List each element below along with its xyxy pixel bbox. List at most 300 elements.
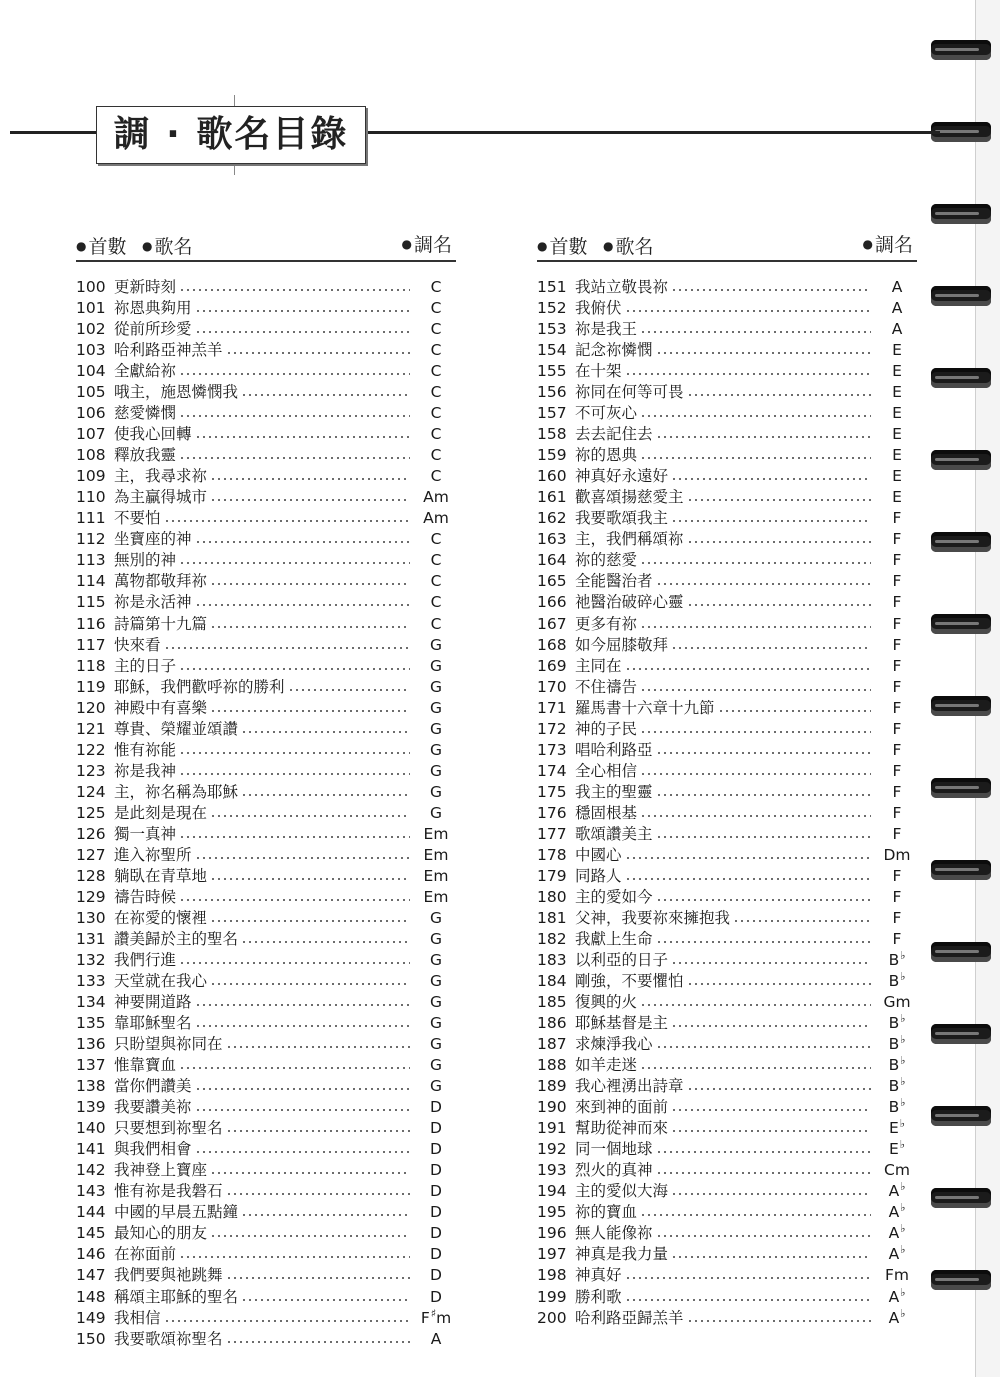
key-letter: A <box>888 1308 900 1327</box>
dot-leader <box>656 940 871 944</box>
song-number: 166 <box>537 593 567 612</box>
flat-icon: ♭ <box>899 1117 905 1131</box>
song-key: G <box>429 761 442 780</box>
binding-ring <box>931 1106 991 1126</box>
song-title: 哈利路亞神羔羊 <box>114 341 223 360</box>
song-title: 釋放我靈 <box>114 446 177 465</box>
dot-leader <box>671 1129 871 1133</box>
song-row <box>537 1158 917 1179</box>
song-row <box>537 380 917 401</box>
dot-leader <box>210 1234 410 1238</box>
song-number: 183 <box>537 951 567 969</box>
key-letter: A <box>888 1182 900 1201</box>
song-number: 198 <box>537 1266 567 1285</box>
song-key: D <box>430 1224 442 1243</box>
song-row <box>76 527 456 548</box>
dot-leader <box>733 919 871 923</box>
dot-leader <box>640 625 871 629</box>
song-title: 唱哈利路亞 <box>575 740 653 759</box>
song-title: 快來看 <box>114 635 161 654</box>
song-key: E <box>892 404 902 423</box>
song-key: F <box>892 803 902 822</box>
song-row <box>76 843 456 864</box>
header-name-label: 歌名 <box>615 236 654 258</box>
key-letter: A <box>888 1203 900 1222</box>
song-key: Em <box>423 887 449 906</box>
song-number: 115 <box>76 593 106 612</box>
song-number: 135 <box>76 1014 106 1033</box>
song-row <box>537 843 917 864</box>
sharp-icon: ♯ <box>430 1306 437 1320</box>
song-key: A <box>891 320 903 339</box>
dot-leader <box>671 477 871 481</box>
key-letter: A <box>888 1224 900 1243</box>
song-title: 祢是永活神 <box>114 593 192 612</box>
song-row <box>537 590 917 611</box>
song-key: F <box>892 593 902 612</box>
song-row <box>537 927 917 948</box>
song-key: C <box>430 614 442 633</box>
song-number: 130 <box>76 908 106 927</box>
dot-leader <box>179 751 410 755</box>
dot-leader <box>195 603 410 607</box>
song-row <box>76 675 456 696</box>
song-key: D <box>430 1245 442 1264</box>
song-row <box>537 654 917 675</box>
song-number: 104 <box>76 362 106 381</box>
song-title: 父神，我要祢來擁抱我 <box>575 908 731 927</box>
dot-leader <box>640 772 871 776</box>
song-title: 為主贏得城市 <box>114 488 208 507</box>
song-key <box>877 1054 917 1074</box>
song-title: 全獻給祢 <box>114 362 177 381</box>
song-key: F <box>892 614 902 633</box>
song-row <box>76 1327 456 1348</box>
song-number: 142 <box>76 1161 106 1180</box>
song-row <box>537 675 917 696</box>
dot-leader <box>671 1024 871 1028</box>
song-title: 惟有祢是我磐石 <box>114 1182 223 1201</box>
song-row <box>76 948 456 969</box>
song-key: Dm <box>883 845 911 864</box>
dot-leader <box>164 1319 410 1323</box>
flat-icon: ♭ <box>900 1054 906 1068</box>
dot-leader <box>195 1087 410 1091</box>
song-title: 讚美歸於主的聖名 <box>114 929 239 948</box>
dot-leader <box>195 540 410 544</box>
song-key <box>877 1033 917 1053</box>
song-title: 無別的神 <box>114 551 177 570</box>
song-number: 173 <box>537 740 567 759</box>
song-title: 靠耶穌聖名 <box>114 1014 192 1033</box>
song-key: F <box>892 908 902 927</box>
song-key: F <box>892 656 902 675</box>
song-title: 當你們讚美 <box>114 1077 192 1096</box>
song-row <box>76 1074 456 1095</box>
dot-leader <box>195 435 410 439</box>
dot-leader <box>288 688 410 692</box>
song-title: 神真是我力量 <box>575 1245 669 1264</box>
song-key: C <box>430 530 442 549</box>
dot-leader <box>179 835 410 839</box>
song-key: C <box>430 383 442 402</box>
song-title: 萬物都敬拜祢 <box>114 572 208 591</box>
song-row <box>537 1306 917 1327</box>
song-row <box>537 1074 917 1095</box>
title-box <box>96 106 366 164</box>
song-number: 193 <box>537 1161 567 1180</box>
song-number: 170 <box>537 677 567 696</box>
song-title: 主同在 <box>575 656 622 675</box>
song-number: 101 <box>76 299 106 318</box>
song-title: 使我心回轉 <box>114 425 192 444</box>
song-title: 祢的慈愛 <box>575 551 638 570</box>
song-key: F <box>892 572 902 591</box>
song-row <box>537 864 917 885</box>
key-letter: B <box>888 1056 900 1075</box>
dot-leader <box>640 1003 871 1007</box>
song-title: 主的日子 <box>114 656 177 675</box>
song-title: 主，我尋求祢 <box>114 467 208 486</box>
song-row <box>76 1158 456 1179</box>
song-key: A <box>891 299 903 318</box>
song-key: C <box>430 446 442 465</box>
dot-leader <box>241 1298 410 1302</box>
song-title: 我們行進 <box>114 951 177 969</box>
binding-ring <box>931 1270 991 1290</box>
song-key: G <box>429 656 442 675</box>
song-key: C <box>430 572 442 591</box>
dot-leader <box>640 561 871 565</box>
song-key: D <box>430 1161 442 1180</box>
song-number: 197 <box>537 1245 567 1264</box>
song-number: 100 <box>76 278 106 296</box>
song-key: E <box>892 425 902 444</box>
song-key <box>877 1075 917 1095</box>
song-number: 132 <box>76 951 106 969</box>
flat-icon: ♭ <box>900 1033 906 1047</box>
song-key: C <box>430 467 442 486</box>
song-number: 114 <box>76 572 106 591</box>
dot-leader <box>625 877 871 881</box>
dot-leader <box>656 1150 871 1154</box>
song-title: 我相信 <box>114 1308 161 1327</box>
song-number: 184 <box>537 972 567 991</box>
dot-leader <box>164 646 410 650</box>
dot-leader <box>687 1087 871 1091</box>
song-title: 同一個地球 <box>575 1140 653 1159</box>
dot-leader <box>640 1066 871 1070</box>
song-title: 神殿中有喜樂 <box>114 698 208 717</box>
song-title: 穩固根基 <box>575 803 638 822</box>
dot-leader <box>210 814 410 818</box>
song-key <box>877 1117 917 1137</box>
header-number-label: 首數 <box>88 236 127 258</box>
song-row <box>76 801 456 822</box>
song-title: 不要怕 <box>114 509 161 528</box>
song-title: 哈利路亞歸羔羊 <box>575 1308 684 1327</box>
song-number: 133 <box>76 972 106 991</box>
song-title: 如羊走迷 <box>575 1056 638 1075</box>
dot-leader <box>195 1150 410 1154</box>
song-key: Em <box>423 866 449 885</box>
song-row <box>537 801 917 822</box>
dot-leader <box>656 793 871 797</box>
dot-leader <box>210 498 410 502</box>
song-key: E <box>892 341 902 360</box>
header-key-label: 調名 <box>874 234 913 256</box>
flat-icon: ♭ <box>900 1012 906 1026</box>
song-number: 120 <box>76 698 106 717</box>
song-key <box>877 970 917 990</box>
song-key: C <box>430 404 442 423</box>
song-number: 119 <box>76 677 106 696</box>
song-row <box>76 906 456 927</box>
dot-leader <box>210 919 410 923</box>
song-number: 121 <box>76 719 106 738</box>
dot-leader <box>179 961 410 965</box>
dot-leader <box>210 982 410 986</box>
song-row <box>537 990 917 1011</box>
column-header <box>76 232 456 262</box>
header-name-label: 歌名 <box>154 236 193 258</box>
song-key <box>877 1222 917 1242</box>
dot-leader <box>195 856 410 860</box>
flat-icon: ♭ <box>900 1180 906 1194</box>
song-row <box>537 338 917 359</box>
dot-leader <box>179 1255 410 1259</box>
song-key: D <box>430 1182 442 1201</box>
song-number: 165 <box>537 572 567 591</box>
song-row <box>537 296 917 317</box>
song-title: 只盼望與祢同在 <box>114 1035 223 1054</box>
dot-leader <box>210 709 410 713</box>
dot-leader <box>241 393 410 397</box>
dot-leader <box>179 667 410 671</box>
flat-icon: ♭ <box>900 1243 906 1257</box>
song-title: 祢是我王 <box>575 320 638 339</box>
song-row <box>537 885 917 906</box>
song-number: 162 <box>537 509 567 528</box>
song-key: D <box>430 1140 442 1159</box>
dot-leader <box>687 982 871 986</box>
song-number: 180 <box>537 887 567 906</box>
dot-leader <box>656 1234 871 1238</box>
song-row <box>537 717 917 738</box>
song-key: Am <box>423 509 449 528</box>
song-number: 145 <box>76 1224 106 1243</box>
song-number: 152 <box>537 299 567 318</box>
left-column <box>76 232 456 1348</box>
header-number-label: 首數 <box>549 236 588 258</box>
key-letter: B <box>888 1098 900 1117</box>
dot-leader <box>195 309 410 313</box>
song-row <box>76 422 456 443</box>
song-title: 耶穌基督是主 <box>575 1014 669 1033</box>
dot-leader <box>656 1045 871 1049</box>
dot-leader <box>164 519 410 523</box>
dot-leader <box>195 1024 410 1028</box>
song-title: 是此刻是現在 <box>114 803 208 822</box>
song-key: G <box>429 782 442 801</box>
song-key: F <box>892 887 902 906</box>
song-row <box>76 1221 456 1242</box>
song-title: 羅馬書十六章十九節 <box>575 698 715 717</box>
song-title: 從前所珍愛 <box>114 320 192 339</box>
song-number: 171 <box>537 698 567 717</box>
song-key: Em <box>423 824 449 843</box>
song-number: 153 <box>537 320 567 339</box>
song-title: 記念祢憐憫 <box>575 341 653 360</box>
song-row <box>76 485 456 506</box>
binding-ring <box>931 1024 991 1044</box>
dot-leader <box>671 288 871 292</box>
song-number: 108 <box>76 446 106 465</box>
song-title: 勝利歌 <box>575 1287 622 1306</box>
dot-leader <box>671 1192 871 1196</box>
song-row <box>537 1200 917 1221</box>
song-title: 我主的聖靈 <box>575 782 653 801</box>
song-number: 159 <box>537 446 567 465</box>
song-key: D <box>430 1287 442 1306</box>
song-title: 我站立敬畏祢 <box>575 278 669 296</box>
key-letter: B <box>888 1035 900 1054</box>
song-title: 幫助從神而來 <box>575 1119 669 1138</box>
right-column <box>537 232 917 1327</box>
song-key: F <box>892 509 902 528</box>
song-title: 獨一真神 <box>114 824 177 843</box>
dot-leader <box>687 1319 871 1323</box>
song-row <box>76 696 456 717</box>
dot-leader <box>671 961 871 965</box>
song-title: 惟靠寶血 <box>114 1056 177 1075</box>
song-title: 神要開道路 <box>114 993 192 1012</box>
song-key: D <box>430 1266 442 1285</box>
song-number: 195 <box>537 1203 567 1222</box>
song-key: Gm <box>883 993 911 1012</box>
song-number: 192 <box>537 1140 567 1159</box>
dot-leader <box>241 730 410 734</box>
song-title: 天堂就在我心 <box>114 972 208 991</box>
song-number: 169 <box>537 656 567 675</box>
song-key: Fm <box>884 1266 909 1285</box>
song-number: 176 <box>537 803 567 822</box>
song-number: 141 <box>76 1140 106 1159</box>
song-number: 117 <box>76 635 106 654</box>
song-number: 139 <box>76 1098 106 1117</box>
song-key <box>877 1307 917 1327</box>
song-title: 如今屈膝敬拜 <box>575 635 669 654</box>
song-title: 我要讚美祢 <box>114 1098 192 1117</box>
dot-leader <box>195 1003 410 1007</box>
song-row <box>76 443 456 464</box>
song-title: 中國的早晨五點鐘 <box>114 1203 239 1222</box>
song-number: 110 <box>76 488 106 507</box>
dot-leader <box>625 372 871 376</box>
song-number: 123 <box>76 761 106 780</box>
song-title: 我要歌頌祢聖名 <box>114 1329 223 1348</box>
song-title: 我神登上寶座 <box>114 1161 208 1180</box>
song-number: 124 <box>76 782 106 801</box>
dot-leader <box>656 751 871 755</box>
song-number: 172 <box>537 719 567 738</box>
song-number: 187 <box>537 1035 567 1054</box>
dot-leader <box>625 1276 871 1280</box>
song-number: 111 <box>76 509 106 528</box>
song-key: G <box>429 677 442 696</box>
dot-leader <box>640 1213 871 1217</box>
song-row <box>76 464 456 485</box>
bullet-icon: ● <box>76 239 87 253</box>
song-row <box>537 822 917 843</box>
song-title: 以利亞的日子 <box>575 951 669 969</box>
song-row <box>537 359 917 380</box>
song-number: 118 <box>76 656 106 675</box>
song-number: 150 <box>76 1329 106 1348</box>
song-row <box>537 422 917 443</box>
song-number: 177 <box>537 824 567 843</box>
song-title: 主的愛如今 <box>575 887 653 906</box>
song-row <box>537 485 917 506</box>
song-key: G <box>429 1077 442 1096</box>
header-name <box>603 232 654 259</box>
song-row <box>537 443 917 464</box>
dot-leader <box>226 1276 410 1280</box>
song-number: 178 <box>537 845 567 864</box>
song-key: E <box>892 446 902 465</box>
song-key: C <box>430 593 442 612</box>
song-title: 祂醫治破碎心靈 <box>575 593 684 612</box>
song-key: C <box>430 299 442 318</box>
song-row <box>537 1137 917 1158</box>
song-row <box>537 401 917 422</box>
song-key <box>877 1286 917 1306</box>
song-row <box>76 969 456 990</box>
column-header <box>537 232 917 262</box>
dot-leader <box>226 1340 410 1344</box>
song-row <box>537 527 917 548</box>
song-row <box>76 927 456 948</box>
song-key: F <box>892 824 902 843</box>
flat-icon: ♭ <box>900 1222 906 1236</box>
song-number: 164 <box>537 551 567 570</box>
dot-leader <box>179 288 410 292</box>
dot-leader <box>195 1108 410 1112</box>
song-row <box>76 1285 456 1306</box>
song-title: 祢恩典夠用 <box>114 299 192 318</box>
song-row <box>76 506 456 527</box>
dot-leader <box>671 519 871 523</box>
song-number: 125 <box>76 803 106 822</box>
dot-leader <box>687 393 871 397</box>
song-title: 主的愛似大海 <box>575 1182 669 1201</box>
song-row <box>76 1053 456 1074</box>
song-title: 祢的恩典 <box>575 446 638 465</box>
song-title: 惟有祢能 <box>114 740 177 759</box>
dot-leader <box>241 1213 410 1217</box>
flat-icon: ♭ <box>899 1138 905 1152</box>
song-row <box>537 1242 917 1263</box>
song-number: 134 <box>76 993 106 1012</box>
dot-leader <box>625 1298 871 1302</box>
dot-leader <box>179 414 410 418</box>
dot-leader <box>210 625 410 629</box>
song-row <box>76 612 456 633</box>
song-number: 149 <box>76 1308 106 1327</box>
song-title: 在祢面前 <box>114 1245 177 1264</box>
key-letter: A <box>888 1245 900 1264</box>
song-row <box>76 401 456 422</box>
